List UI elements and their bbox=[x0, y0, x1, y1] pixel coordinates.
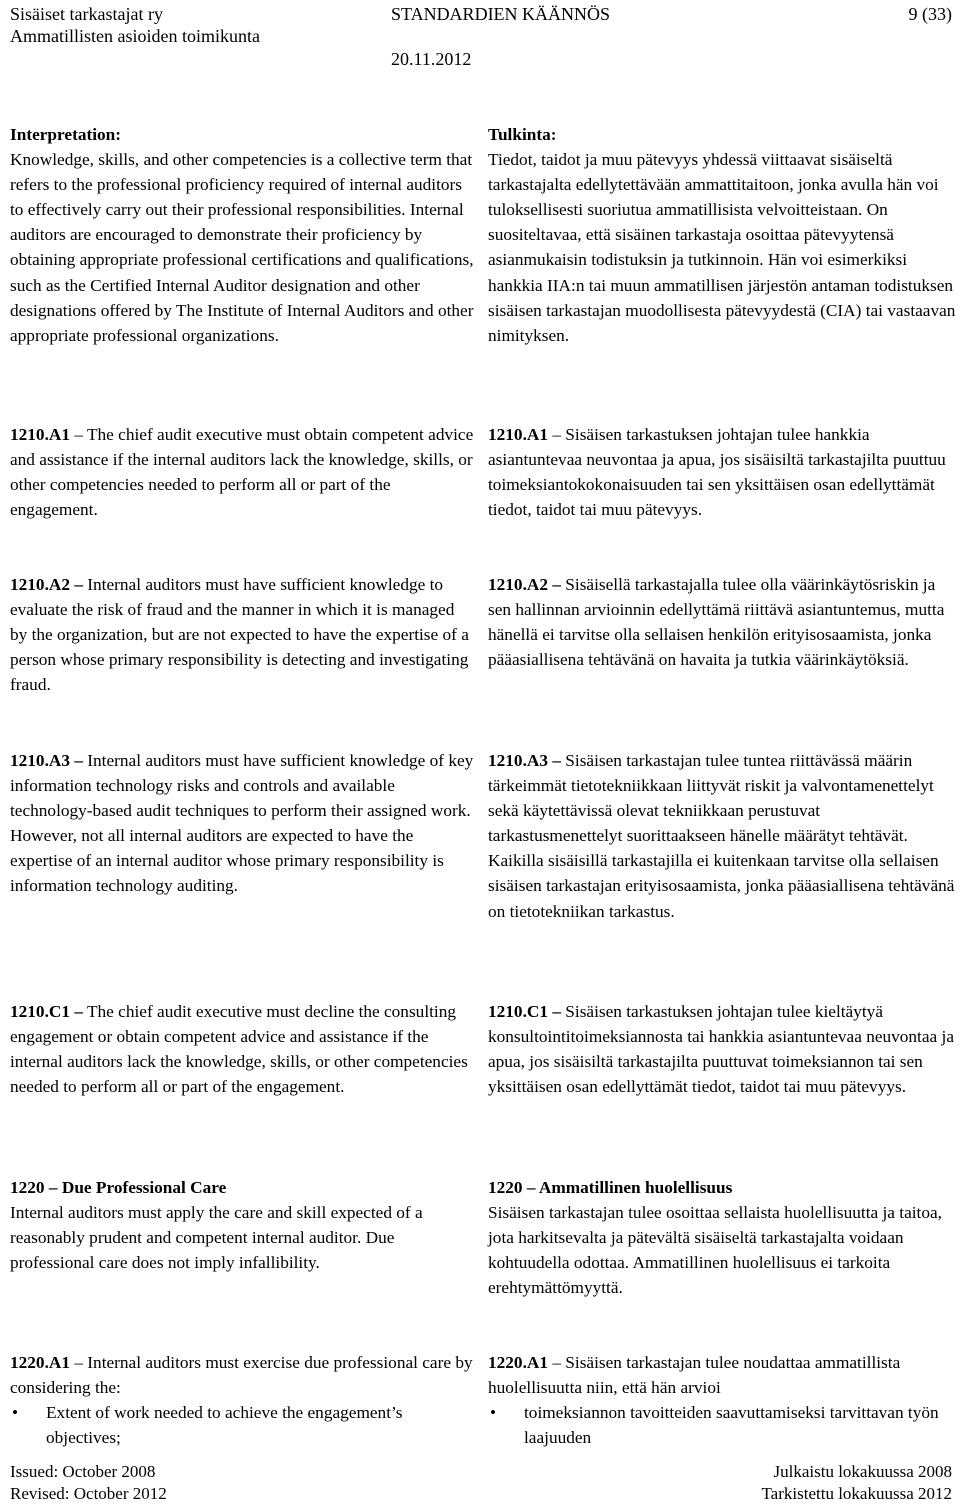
standard-code: 1210.A2 – bbox=[10, 575, 83, 594]
standard-code: 1210.A1 bbox=[10, 425, 71, 444]
interpretation-block bbox=[10, 122, 475, 348]
standard-1210-a3-fi bbox=[488, 748, 958, 924]
standard-text: Sisäisellä tarkastajalla tulee olla väärinkäytösriskin ja sen hallinnan arvioinnin edellyttämä riittävä asiantuntemus, mutta hänellä ei tarvitse olla sellaisen henkilön erityisosaamista, jonka pääasiallisena tehtävänä on havaita ja tutkia väärinkäytöksiä. bbox=[488, 575, 945, 670]
standard-code: 1220.A1 bbox=[10, 1353, 71, 1372]
standard-1210-c1 bbox=[10, 999, 475, 1099]
bullet-icon: • bbox=[490, 1403, 497, 1423]
standard-text: Sisäisen tarkastajan tulee tuntea riittävässä määrin tärkeimmät tietotekniikkaan liittyvät riskit ja valvontamenettelyt sekä käytettävissä olevat tekniikkaan perustuvat tarkastusmenettelyt suorittaakseen hänelle määrätyt tehtävät. Kaikilla sisäisillä tarkastajilla ei kuitenkaan tarvitse olla sellaisen sisäisen tarkastajan erityisosaamista, jonka pääasiallisena tehtävänä on tietotekniikan tarkastus. bbox=[488, 751, 955, 921]
standard-1220-a1-fi bbox=[488, 1350, 958, 1450]
standard-code: 1210.C1 – bbox=[488, 1002, 561, 1021]
tulkinta-text: Tiedot, taidot ja muu pätevyys yhdessä viittaavat sisäiseltä tarkastajalta edellytettävään ammattitaitoon, jonka avulla hän voi tuloksellisesti suoriutua ammatillisista velvoitteistaan. On suositeltavaa, että sisäinen tarkastaja osoittaa pätevyytensä asianmukaisin todistuksin ja tutkinnoin. Hän voi esimerkiksi hankkia IIA:n tai muun ammatillisen järjestön antaman todistuksen sisäisen tarkastajan muodollisesta pätevyydestä (CIA) tai vastaavan nimityksen. bbox=[488, 150, 956, 345]
org-committee: Ammatillisten asioiden toimikunta bbox=[10, 26, 260, 46]
standard-text: Internal auditors must have sufficient knowledge of key information technology risks and controls and available technology-based audit techniques to perform their assigned work. However, not all internal auditors are expected to have the expertise of an internal auditor whose primary responsibility is information technology auditing. bbox=[10, 751, 474, 896]
document-title: STANDARDIEN KÄÄNNÖS bbox=[391, 4, 611, 24]
standard-1210-a3 bbox=[10, 748, 475, 899]
standard-text: – The chief audit executive must obtain competent advice and assistance if the internal auditors lack the knowledge, skills, or other competencies needed to perform all or part of the engagement. bbox=[10, 425, 474, 520]
bullet-icon: • bbox=[12, 1403, 19, 1423]
list-item: • toimeksiannon tavoitteiden saavuttamiseksi tarvittavan työn laajuuden bbox=[488, 1400, 958, 1450]
standard-1210-a1-fi bbox=[488, 422, 958, 522]
footer-tarkistettu: Tarkistettu lokakuussa 2012 bbox=[761, 1484, 952, 1503]
footer-julkaistu: Julkaistu lokakuussa 2008 bbox=[773, 1462, 952, 1481]
footer-revised: Revised: October 2012 bbox=[10, 1484, 167, 1503]
standard-code: 1210.A1 bbox=[488, 425, 549, 444]
standard-text: Internal auditors must have sufficient knowledge to evaluate the risk of fraud and the manner in which it is managed by the organization, but are not expected to have the expertise of a person whose primary responsibility is detecting and investigating fraud. bbox=[10, 575, 469, 695]
standard-code: 1210.C1 – bbox=[10, 1002, 83, 1021]
interpretation-text: Knowledge, skills, and other competencies is a collective term that refers to the professional proficiency required of internal auditors to effectively carry out their professional responsibilities. Internal auditors are encouraged to demonstrate their proficiency by obtaining appropriate professional certifications and qualifications, such as the Certified Internal Auditor designation and other designations offered by The Institute of Internal Auditors and other appropriate professional organizations. bbox=[10, 150, 474, 345]
bullet-list bbox=[488, 1400, 958, 1450]
standard-1220-a1 bbox=[10, 1350, 475, 1450]
standard-1210-a2 bbox=[10, 572, 475, 697]
section-1220 bbox=[10, 1175, 475, 1275]
page-number: 9 (33) bbox=[908, 4, 952, 24]
standard-text: – Sisäisen tarkastuksen johtajan tulee hankkia asiantuntevaa neuvontaa ja apua, jos sisäisiltä tarkastajilta puuttuu toimeksiantokokonaisuuden tai sen yksittäisen osan edellyttämät tiedot, taidot tai muu pätevyys. bbox=[488, 425, 946, 520]
section-heading: 1220 – Due Professional Care bbox=[10, 1178, 227, 1197]
standard-code: 1210.A3 – bbox=[10, 751, 83, 770]
standard-1210-a1 bbox=[10, 422, 475, 522]
org-name: Sisäiset tarkastajat ry bbox=[10, 4, 163, 24]
standard-code: 1210.A2 – bbox=[488, 575, 561, 594]
standard-text: The chief audit executive must decline the consulting engagement or obtain competent advice and assistance if the internal auditors lack the knowledge, skills, or other competencies needed to perform all or part of the engagement. bbox=[10, 1002, 468, 1097]
standard-1210-c1-fi bbox=[488, 999, 958, 1099]
section-1220-fi bbox=[488, 1175, 958, 1300]
standard-1210-a2-fi bbox=[488, 572, 958, 672]
standard-text: – Internal auditors must exercise due professional care by considering the: bbox=[10, 1353, 473, 1398]
section-heading: 1220 – Ammatillinen huolellisuus bbox=[488, 1178, 733, 1197]
standard-code: 1210.A3 – bbox=[488, 751, 561, 770]
tulkinta-heading: Tulkinta: bbox=[488, 125, 557, 144]
list-item: • Extent of work needed to achieve the engagement’s objectives; bbox=[10, 1400, 475, 1450]
standard-code: 1220.A1 bbox=[488, 1353, 549, 1372]
footer-issued: Issued: October 2008 bbox=[10, 1462, 156, 1481]
section-text: Internal auditors must apply the care and skill expected of a reasonably prudent and competent internal auditor. Due professional care does not imply infallibility. bbox=[10, 1203, 423, 1273]
interpretation-heading: Interpretation: bbox=[10, 125, 122, 144]
standard-text: Sisäisen tarkastuksen johtajan tulee kieltäytyä konsultointitoimeksiannosta tai hankkia asiantuntevaa neuvontaa ja apua, jos sisäisiltä tarkastajilta puuttuvat toimeksiannon tai sen yksittäisen osan edellyttämät tiedot, taidot tai muu pätevyys. bbox=[488, 1002, 954, 1097]
standard-text: – Sisäisen tarkastajan tulee noudattaa ammatillista huolellisuutta niin, että hän arvioi bbox=[488, 1353, 901, 1398]
bullet-list bbox=[10, 1400, 475, 1450]
tulkinta-block bbox=[488, 122, 958, 348]
section-text: Sisäisen tarkastajan tulee osoittaa sellaista huolellisuutta ja taitoa, jota harkitsevalta ja pätevältä sisäiseltä tarkastajalta voidaan kohtuudella odottaa. Ammatillinen huolellisuus ei tarkoita erehtymättömyyttä. bbox=[488, 1203, 942, 1298]
document-date: 20.11.2012 bbox=[391, 49, 472, 69]
